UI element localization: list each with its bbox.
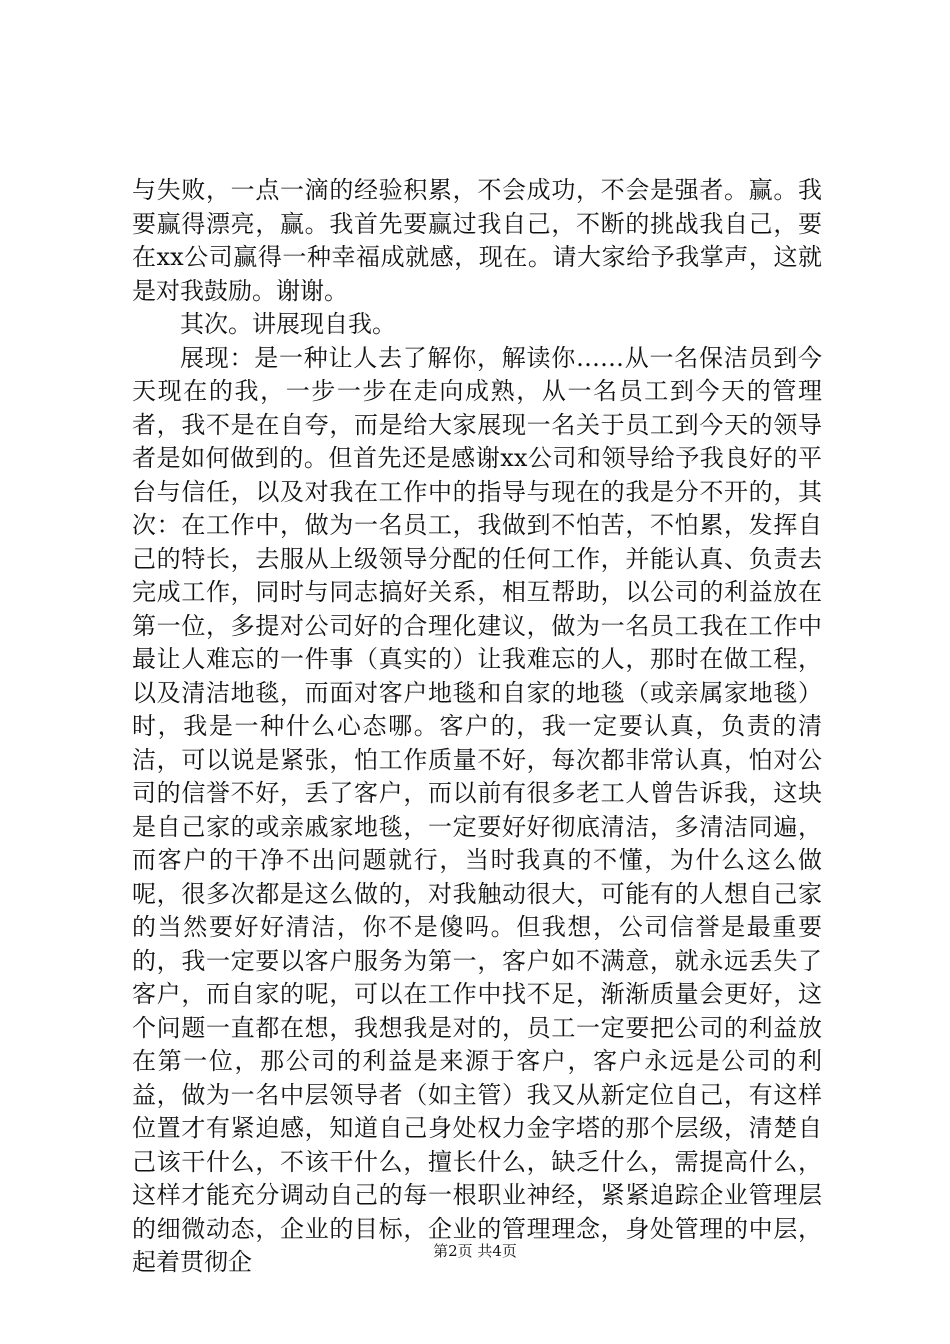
- page-number-footer: 第2页 共4页: [433, 1242, 517, 1260]
- paragraph-heading-next: 其次。讲展现自我。: [180, 310, 396, 338]
- paragraph-showcase: 展现：是一种让人去了解你，解读你……从一名保洁员到今天现在的我，一步一步在走向成熟，从一名员工到今天的管理者，我不是在自夸，而是给大家展现一名关于员工到今天的领导者是如何做到的。但首先还是感谢xx公司和领导给予我良好的平台与信任，以及对我在工作中的指导与现在的我是分不开的，其次：在工作中，做为一名员工，我做到不怕苦，不怕累，发挥自己的特长，去服从上级领导分配的任何工作，并能认真、负责去完成工作，同时与同志搞好关系，相互帮助，以公司的利益放在第一位，多提对公司好的合理化建议，做为一名员工我在工作中最让人难忘的一件事（真实的）让我难忘的人，那时在做工程，以及清洁地毯，而面对客户地毯和自家的地毯（或亲属家地毯）时，我是一种什么心态哪。客户的，我一定要认真，负责的清洁，可以说是紧张，怕工作质量不好，每次都非常认真，怕对公司的信誉不好，丢了客户，而以前有很多老工人曾告诉我，这块是自己家的或亲戚家地毯，一定要好好彻底清洁，多清洁同遍，而客户的干净不出问题就行，当时我真的不懂，为什么这么做呢，很多次都是这么做的，对我触动很大，可能有的人想自己家的当然要好好清洁，你不是傻吗。但我想，公司信誉是最重要的，我一定要以客户服务为第一，客户如不满意，就永远丢失了客户，而自家的呢，可以在工作中找不足，渐渐质量会更好，这个问题一直都在想，我想我是对的，员工一定要把公司的利益放在第一位，那公司的利益是来源于客户，客户永远是公司的利益，做为一名中层领导者（如主管）我又从新定位自己，有这样位置才有紧迫感，知道自己身处权力金字塔的那个层级，清楚自己该干什么，不该干什么，擅长什么，缺乏什么，需提高什么，这样才能充分调动自己的每一根职业神经，紧紧追踪企业管理层的细微动态，企业的目标，企业的管理理念，身处管理的中层，起着贯彻企: [132, 343, 822, 1276]
- document-body: [132, 174, 822, 1280]
- paragraph-continuation: 与失败，一点一滴的经验积累，不会成功，不会是强者。赢。我要赢得漂亮，赢。我首先要赢过我自己，不断的挑战我自己，要在xx公司赢得一种幸福成就感，现在。请大家给予我掌声，这就是对我鼓励。谢谢。: [132, 176, 822, 305]
